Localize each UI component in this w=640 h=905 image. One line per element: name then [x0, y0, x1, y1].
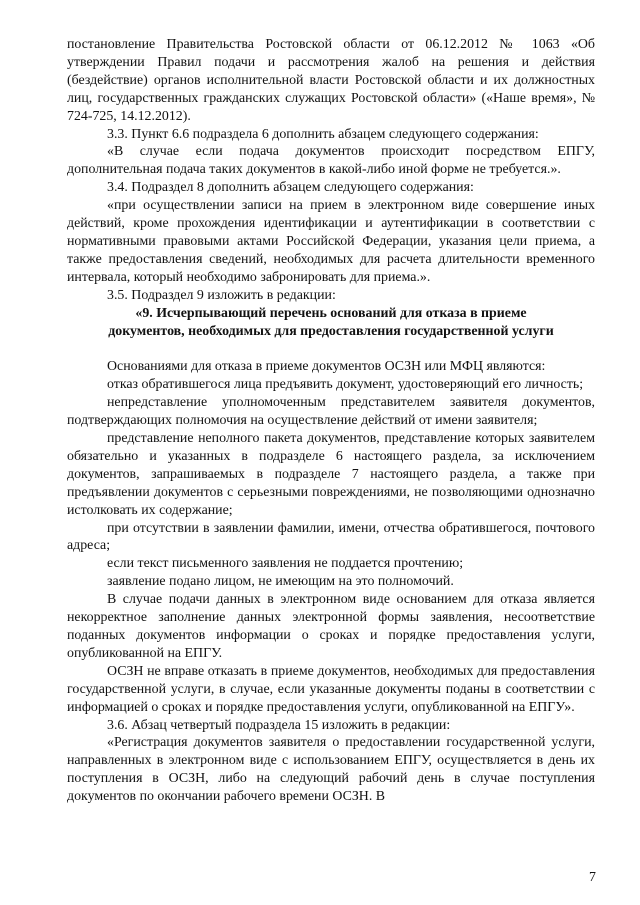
body-paragraph-incomplete-package: представление неполного пакета документов, представление которых заявителем обязательно и указанных в подразделе 6 настоящего раздела, за исключением документов, запрашиваемых в подразделе 7 настоящего раздела, а также при предъявлении документов с серьезными повреждениями, не позволяющими однозначно истолковать их содержание;: [67, 431, 595, 518]
paragraph-3-3-text: «В случае если подача документов происходит посредством ЕПГУ, дополнительная подача таких документов в какой-либо иной форме не требуется.».: [67, 144, 595, 178]
section-heading-line-1: «9. Исчерпывающий перечень оснований для отказа в приеме: [135, 305, 527, 321]
body-paragraph-missing-name: при отсутствии в заявлении фамилии, имени, отчества обратившегося, почтового адреса;: [67, 520, 595, 554]
body-paragraph-oszn-not-entitled: ОСЗН не вправе отказать в приеме документов, необходимых для предоставления государственной услуги, в случае, если указанные документы поданы в соответствии с информацией о сроках и порядке предоставления услуги, опубликованной на ЕПГУ».: [67, 663, 595, 715]
body-paragraph-registration: «Регистрация документов заявителя о предоставлении государственной услуги, направленных в электронном виде с использованием ЕПГУ, осуществляется в день их поступления в ОСЗН, либо на следующий рабочий день в случае поступления документов по окончании рабочего времени ОСЗН. В: [67, 735, 595, 805]
document-page: [67, 36, 595, 806]
body-paragraph-grounds: Основаниями для отказа в приеме документов ОСЗН или МФЦ являются:: [107, 359, 546, 375]
section-heading: [67, 305, 595, 341]
paragraph-3-4: 3.4. Подраздел 8 дополнить абзацем следующего содержания:: [107, 180, 474, 196]
section-heading-line-2: документов, необходимых для предоставления государственной услуги: [108, 323, 554, 339]
blank-line: [67, 340, 595, 358]
body-paragraph-refusal-id: отказ обратившегося лица предъявить документ, удостоверяющий его личность;: [107, 377, 584, 393]
body-paragraph-unreadable: если текст письменного заявления не поддается прочтению;: [107, 556, 464, 572]
paragraph-decree-reference: постановление Правительства Ростовской области от 06.12.2012 № 1063 «Об утверждении Правил подачи и рассмотрения жалоб на решения и действия (бездействие) органов исполнительной власти Ростовской области и их должностных лиц, государственных гражданских служащих Ростовской области» («Наше время», № 724-725, 14.12.2012).: [67, 37, 595, 124]
paragraph-3-5: 3.5. Подраздел 9 изложить в редакции:: [107, 287, 336, 303]
paragraph-3-4-text: «при осуществлении записи на прием в электронном виде совершение иных действий, кроме прохождения идентификации и аутентификации в соответствии с нормативными правовыми актами Российской Федерации, указания цели приема, а также предоставления сведений, необходимых для расчета длительности временного интервала, который необходимо забронировать для приема.».: [67, 198, 595, 285]
body-paragraph-no-powers: заявление подано лицом, не имеющим на это полномочий.: [107, 574, 454, 590]
body-paragraph-3-6: 3.6. Абзац четвертый подраздела 15 изложить в редакции:: [107, 717, 451, 733]
paragraph-3-3: 3.3. Пункт 6.6 подраздела 6 дополнить абзацем следующего содержания:: [107, 126, 539, 142]
page-number: 7: [589, 870, 596, 885]
body-paragraph-no-authority-docs: непредставление уполномоченным представителем заявителя документов, подтверждающих полномочия на осуществление действий от имени заявителя;: [67, 395, 595, 429]
body-paragraph-electronic: В случае подачи данных в электронном виде основанием для отказа является некорректное заполнение данных электронной формы заявления, несоответствие поданных документов информации о сроках и порядке предоставления услуги, опубликованной на ЕПГУ.: [67, 592, 595, 661]
